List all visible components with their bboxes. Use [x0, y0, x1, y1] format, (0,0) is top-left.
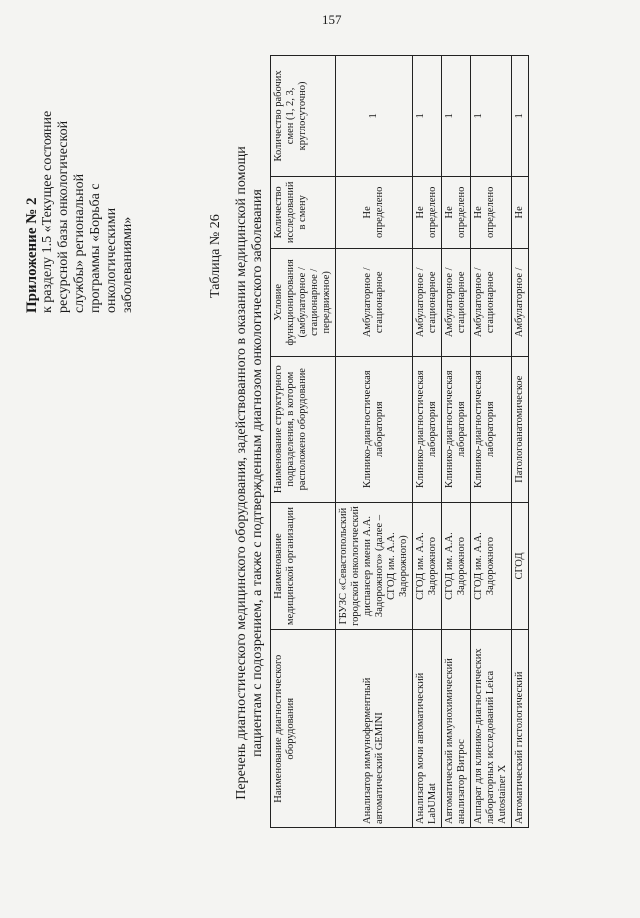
appendix-line: к разделу 1.5 «Текущее состояние — [40, 110, 55, 313]
cell-equipment: Анализатор мочи автоматический LabUMat — [413, 630, 442, 828]
cell-studies: Не — [512, 176, 529, 248]
table-row — [471, 56, 512, 828]
cell-equipment: Автоматический иммунохимический анализатор Витрос — [442, 630, 471, 828]
appendix-line: службы» региональной — [72, 173, 87, 313]
cell-condition: Амбулаторное / — [512, 248, 529, 356]
cell-equipment: Аппарат для клинико-диагностических лабораторных исследований Leica Autostainer X — [471, 630, 512, 828]
table-row — [442, 56, 471, 828]
table-number: Таблица № 26 — [208, 214, 223, 298]
cell-studies: Не определено — [413, 176, 442, 248]
cell-equipment: Автоматический гистологический — [512, 630, 529, 828]
page-number: 157 — [322, 12, 342, 27]
document-title: Перечень диагностического медицинского оборудования, задействованного в оказании медицинской помощи пациентам с подозрением, а также с подтвержденным диагнозом онкологического заболевания — [234, 146, 265, 800]
header-condition: Условие функционирования (амбулаторное / стационарное / передвижное) — [271, 248, 336, 356]
cell-department: Клинико-диагностическая лаборатория — [336, 356, 413, 502]
cell-department: Клинико-диагностическая лаборатория — [471, 356, 512, 502]
cell-department: Патологоанатомическое — [512, 356, 529, 502]
cell-condition: Амбулаторное / стационарное — [336, 248, 413, 356]
cell-shifts: 1 — [336, 56, 413, 177]
cell-organization: СГОД им. А.А. Задорожного — [471, 502, 512, 630]
header-organization: Наименование медицинской организации — [271, 502, 336, 630]
cell-organization: СГОД им. А.А. Задорожного — [442, 502, 471, 630]
cell-shifts: 1 — [413, 56, 442, 177]
appendix-block — [24, 83, 136, 313]
appendix-line: программы «Борьба с — [88, 183, 103, 313]
cell-organization: СГОД им. А.А. Задорожного — [413, 502, 442, 630]
appendix-title: Приложение № 2 — [24, 197, 40, 313]
header-studies-per-shift: Количество исследований в смену — [271, 176, 336, 248]
cell-condition: Амбулаторное / стационарное — [413, 248, 442, 356]
header-shifts: Количество рабочих смен (1, 2, 3, круглосуточно) — [271, 56, 336, 177]
table-row — [512, 56, 529, 828]
cell-organization: СГОД — [512, 502, 529, 630]
cell-studies: Не определено — [336, 176, 413, 248]
header-department: Наименование структурного подразделения, в котором расположено оборудование — [271, 356, 336, 502]
appendix-line: ресурсной базы онкологической — [56, 120, 71, 313]
equipment-table — [270, 55, 529, 828]
table-header-row — [271, 56, 336, 828]
header-equipment: Наименование диагностического оборудования — [271, 630, 336, 828]
cell-shifts: 1 — [471, 56, 512, 177]
table-row — [413, 56, 442, 828]
cell-department: Клинико-диагностическая лаборатория — [442, 356, 471, 502]
table-row — [336, 56, 413, 828]
cell-condition: Амбулаторное / стационарное — [471, 248, 512, 356]
cell-studies: Не определено — [442, 176, 471, 248]
cell-organization: ГБУЗС «Севастопольский городской онкологический диспансер имени А.А. Задорожного» (далее – СГОД им. А.А. Задорожного) — [336, 502, 413, 630]
appendix-line: онкологическими — [104, 207, 119, 313]
cell-shifts: 1 — [442, 56, 471, 177]
cell-condition: Амбулаторное / стационарное — [442, 248, 471, 356]
appendix-line: заболеваниями» — [120, 216, 135, 313]
cell-department: Клинико-диагностическая лаборатория — [413, 356, 442, 502]
cell-shifts: 1 — [512, 56, 529, 177]
cell-studies: Не определено — [471, 176, 512, 248]
cell-equipment: Анализатор иммуноферментный автоматический GEMINI — [336, 630, 413, 828]
